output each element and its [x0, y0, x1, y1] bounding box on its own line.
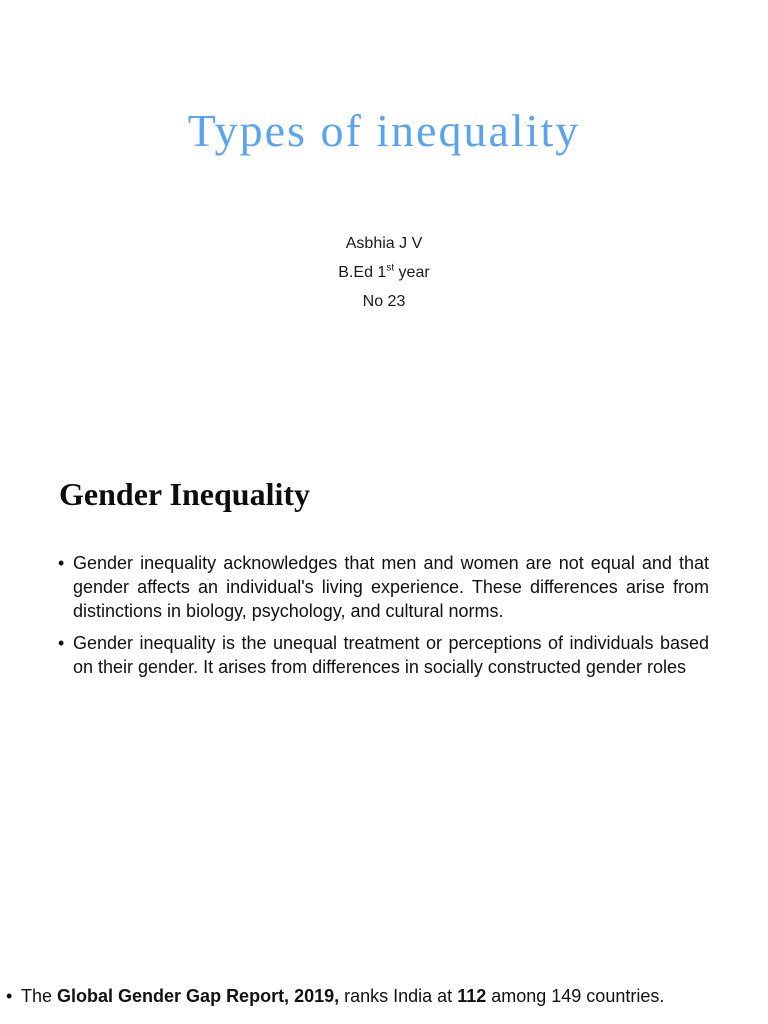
course-suffix: year	[394, 264, 430, 281]
gender-inequality-slide	[0, 458, 768, 938]
roll-number: No 23	[362, 293, 406, 310]
slide-heading: Gender Inequality	[59, 476, 310, 512]
bullet-text: Gender inequality acknowledges that men and women are not equal and that gender affects an individual's living experience. These differences arise from distinctions in biology, psychology, and cultural norms.	[73, 553, 709, 621]
bullet-icon: •	[58, 553, 65, 573]
bullet-list	[58, 551, 709, 687]
list-item	[58, 631, 709, 679]
list-item	[58, 551, 709, 623]
list-item	[6, 984, 671, 1008]
slide-title: Types of inequality	[187, 105, 581, 156]
bullet-icon: •	[58, 633, 65, 653]
course-line	[0, 258, 768, 287]
bullet-icon: •	[6, 986, 13, 1006]
course-prefix: B.Ed 1	[338, 264, 387, 281]
bullet-text: Gender inequality is the unequal treatment or perceptions of individuals based on their gender. It arises from differences in socially constructed gender roles	[73, 633, 709, 677]
subtitle-block	[0, 229, 768, 316]
author-name: Asbhia J V	[345, 235, 423, 252]
course-superscript: st	[386, 262, 395, 274]
bullet-text-part: among 149 countries.	[486, 986, 665, 1006]
bullet-text-part: ranks India at	[339, 986, 458, 1006]
rank-value: 112	[457, 986, 487, 1006]
gender-gap-slide	[0, 970, 768, 1024]
bullet-text-part: The	[21, 986, 58, 1006]
title-slide	[0, 0, 768, 440]
report-name: Global Gender Gap Report, 2019,	[57, 986, 340, 1006]
